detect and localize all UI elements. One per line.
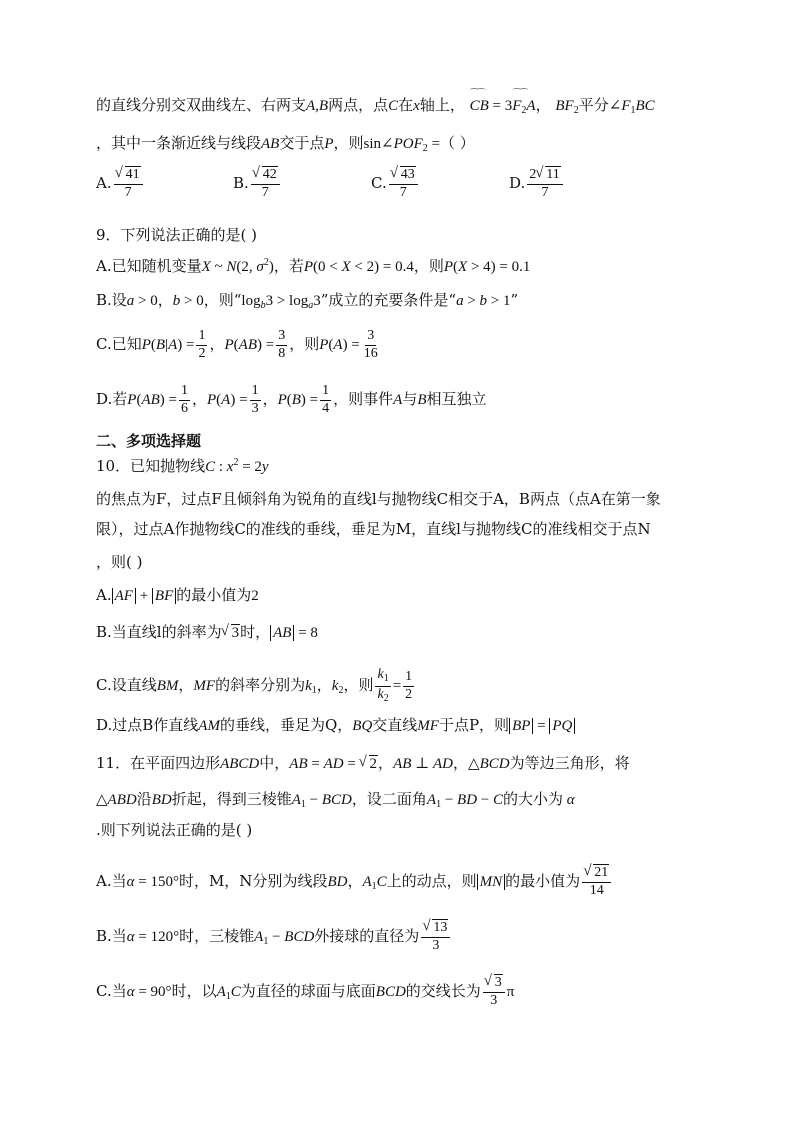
- q8-vector-eq: ⌒⌒ CB = 3⌒⌒ $F_2A$: [470, 98, 536, 114]
- q10-line-4: ，则( ): [96, 553, 143, 571]
- q8-option-c[interactable]: C. √ $\frac{43}{7}$: [371, 168, 420, 200]
- q9-option-b[interactable]: B.设a > 0，b > 0，则“$\log_b3 > \log_a3$”成立的充要条件是“a > b > 1”: [96, 291, 519, 311]
- q8-option-a[interactable]: A. √ $\frac{41}{7}$: [96, 168, 145, 200]
- q8-text: 交于点: [279, 134, 325, 152]
- q11-line-3: .则下列说法正确的是( ): [96, 821, 253, 839]
- q11-stem: 11．在平面四边形ABCD中，AB = AD = √ 2，AB ⊥ AD，△BCD为等边三角形，将: [96, 756, 698, 772]
- q8-segment-ab: AB: [261, 136, 280, 152]
- q8-text: 两点，点: [328, 96, 389, 114]
- q8-option-b[interactable]: B. √ $\frac{42}{7}$: [233, 168, 282, 200]
- q11-line-2: △ABD沿BD折起，得到三棱锥$A_1$ − BCD，设二面角$A_1$ − BD − C的大小为 α: [96, 790, 575, 810]
- q8-points-ab: A,B: [306, 98, 329, 114]
- q10-option-a[interactable]: A. AF + BF 的最小值为2: [96, 586, 259, 604]
- q11-option-c[interactable]: C.当α = 90°时，以$A_1C$为直径的球面与底面BCD的交线长为 √ $\frac{3}{3}$ π: [96, 976, 698, 1008]
- q8-text: （ ）: [440, 134, 475, 152]
- q8-bf2: $BF_2$: [555, 98, 579, 116]
- q8-text: 在: [398, 96, 414, 114]
- section-heading: 二、多项选择题: [96, 432, 202, 450]
- q8-sin-expr: $\sin\angle POF_2$ =: [363, 136, 441, 154]
- q9-stem: 9．下列说法正确的是( ): [96, 226, 258, 244]
- q10-line-2: 的焦点为F，过点F且倾斜角为锐角的直线l与抛物线C相交于A，B两点（点A在第一象: [96, 490, 661, 508]
- q11-option-b[interactable]: B.当α = 120°时，三棱锥$A_1$ − BCD外接球的直径为 √ $\frac{13}{3}$: [96, 921, 698, 953]
- q8-text: 轴上，: [419, 96, 465, 114]
- q10-line-3: 限），过点A作抛物线C的准线的垂线，垂足为M，直线l与抛物线C的准线相交于点N: [96, 520, 651, 538]
- q8-line-2: [96, 136, 698, 154]
- q11-option-a[interactable]: A.当α = 150°时，M，N分别为线段BD，$A_1C$上的动点，则 MN 的最小值为 √ $\frac{21}{14}$: [96, 866, 698, 898]
- q9-option-c[interactable]: C.已知P(B|A) = $\frac{1}{2}$ ，P(AB) = $\frac{3}{8}$ ，则P(A) = $\frac{3}{16}$: [96, 328, 378, 361]
- q8-text: ，其中一条渐近线与线段: [96, 134, 262, 152]
- q8-option-d[interactable]: D. $\frac{2√ 11}{7}$: [509, 168, 565, 200]
- q10-stem: 10．已知抛物线C : $x^2 = 2y$: [96, 457, 269, 475]
- q8-text: ，: [535, 96, 551, 114]
- q10-option-c[interactable]: C.设直线BM，MF的斜率分别为$k_1$，$k_2$，则 $\frac{k_1}{k_2}$ = $\frac{1}{2}$: [96, 667, 413, 704]
- q8-angle: $\angle F_1BC$: [608, 98, 655, 116]
- q8-axis-x: x: [413, 98, 420, 114]
- q10-option-b[interactable]: B.当直线l的斜率为√ 3时， AB = 8: [96, 625, 698, 641]
- q8-line-1: [96, 98, 698, 116]
- q9-option-d[interactable]: D.若P(AB) = $\frac{1}{6}$ ，P(A) = $\frac{1}{3}$ ，P(B) = $\frac{1}{4}$ ，则事件A与B相互独立: [96, 383, 487, 416]
- q10-option-d[interactable]: D.过点B作直线AM的垂线，垂足为Q，BQ交直线MF于点P，则 BP = PQ: [96, 718, 698, 734]
- q9-option-a[interactable]: A.已知随机变量X ~ N(2, $\sigma^2$)，若P(0 < X < 2) = 0.4，则P(X > 4) = 0.1: [96, 257, 531, 275]
- q8-point-c: C: [388, 98, 399, 114]
- q8-point-p: P: [324, 136, 334, 152]
- q8-text: 的直线分别交双曲线左、右两支: [96, 96, 307, 114]
- q8-text: ，则: [333, 134, 364, 152]
- q8-text: 平分: [578, 96, 609, 114]
